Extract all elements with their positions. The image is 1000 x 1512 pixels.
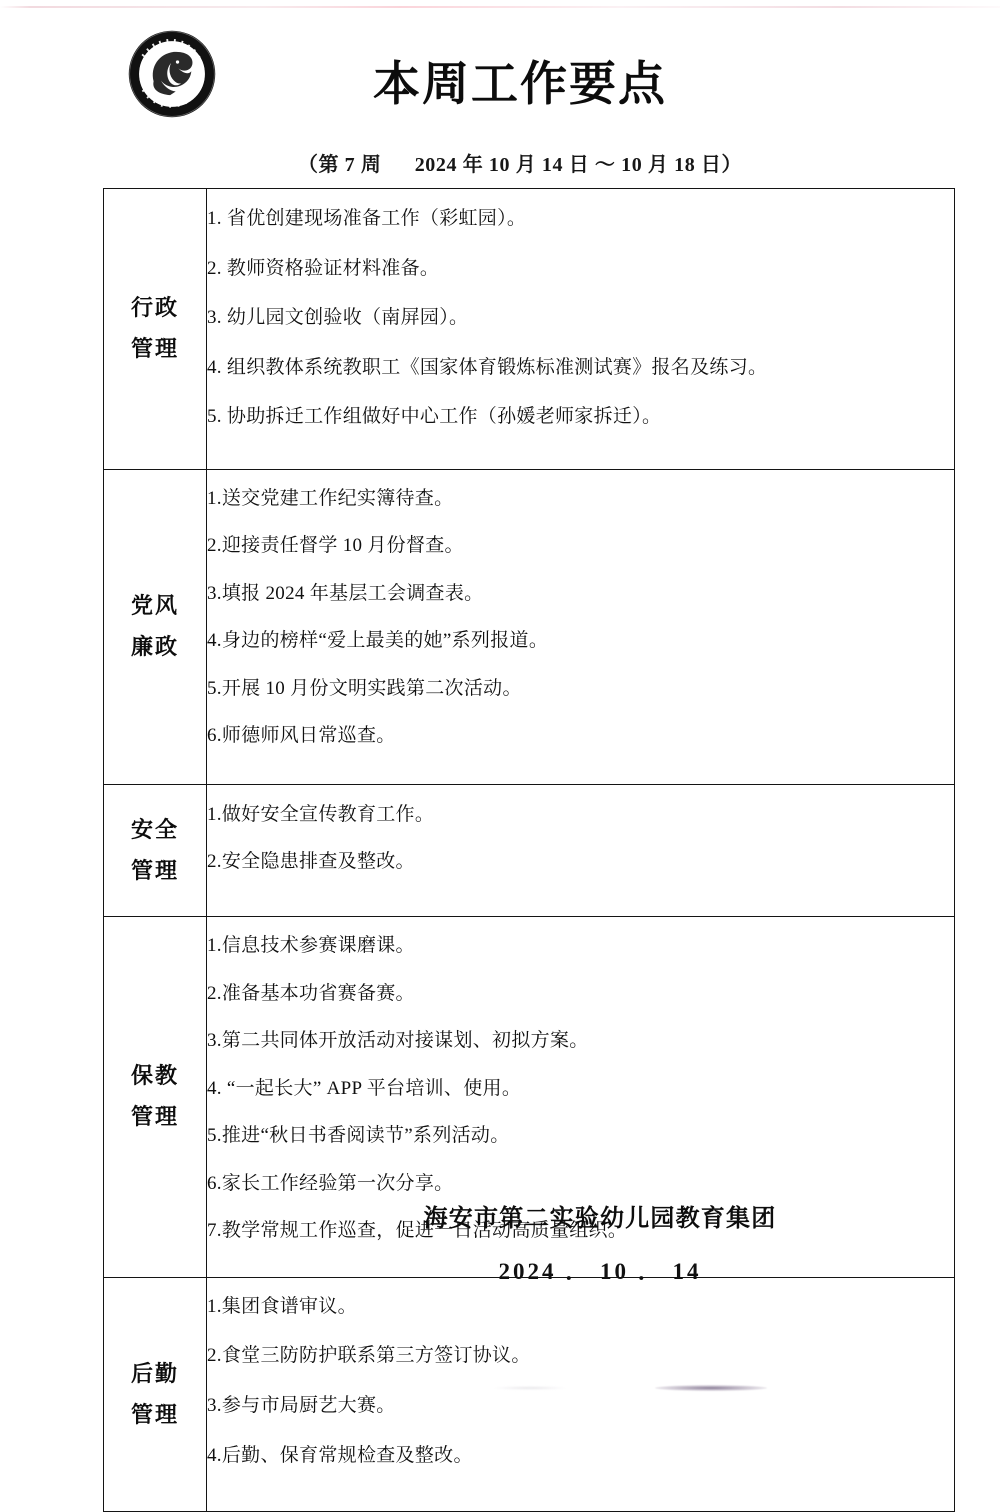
category-label-line: 管理 [130, 335, 179, 361]
category-cell-admin [104, 189, 207, 470]
category-cell-safety [104, 785, 207, 917]
work-item: 6.师德师风日常巡查。 [207, 725, 396, 747]
work-item: 2. 教师资格验证材料准备。 [207, 257, 440, 279]
work-item: 1.信息技术参赛课磨课。 [207, 935, 415, 957]
work-item: 1.集团食谱审议。 [207, 1295, 357, 1317]
scan-artifact-smudge [655, 1385, 767, 1391]
category-label-line: 安全 [130, 816, 179, 842]
items-cell-safety [207, 785, 955, 917]
category-label-line: 管理 [130, 1401, 179, 1427]
phoenix-seal-logo [126, 28, 218, 120]
footer-organization: 海安市第二实验幼儿园教育集团 [423, 1206, 777, 1232]
category-label-line: 管理 [130, 857, 179, 883]
table-row [104, 1277, 955, 1511]
work-item: 4.后勤、保育常规检查及整改。 [207, 1444, 473, 1466]
page-subtitle [150, 148, 890, 177]
work-item: 2.迎接责任督学 10 月份督查。 [207, 535, 464, 557]
work-item: 3.填报 2024 年基层工会调查表。 [207, 582, 484, 604]
work-item: 6.家长工作经验第一次分享。 [207, 1172, 454, 1194]
work-item: 5.开展 10 月份文明实践第二次活动。 [207, 677, 522, 699]
work-item: 4. “一起长大” APP 平台培训、使用。 [207, 1077, 522, 1099]
category-cell-party [104, 469, 207, 784]
category-label-line: 后勤 [130, 1360, 179, 1386]
work-item: 1.做好安全宣传教育工作。 [207, 804, 435, 826]
scan-artifact-top-line [0, 6, 1000, 8]
category-label-line: 行政 [130, 295, 179, 321]
subtitle-dates: 2024 年 10 月 14 日 ～ 10 月 18 日） [414, 154, 743, 176]
work-item: 4.身边的榜样“爱上最美的她”系列报道。 [207, 630, 549, 652]
items-cell-admin [207, 189, 955, 470]
page-title: 本周工作要点 [373, 59, 667, 111]
items-cell-party [207, 469, 955, 784]
work-item: 4. 组织教体系统教职工《国家体育锻炼标准测试赛》报名及练习。 [207, 356, 768, 378]
table-row [104, 469, 955, 784]
work-item: 5. 协助拆迁工作组做好中心工作（孙媛老师家拆迁）。 [207, 406, 662, 428]
category-cell-logistics [104, 1277, 207, 1511]
work-item: 7.教学常规工作巡查，促进一日活动高质量组织。 [207, 1220, 628, 1242]
items-cell-logistics [207, 1277, 955, 1511]
work-item: 3. 幼儿园文创验收（南屏园）。 [207, 307, 469, 329]
category-cell-teaching [104, 917, 207, 1278]
category-label-line: 党风 [130, 593, 179, 619]
work-item: 2.食堂三防防护联系第三方签订协议。 [207, 1345, 531, 1367]
footer-date: 2024 ． 10 ． 14 [498, 1259, 702, 1284]
category-label-line: 廉政 [130, 633, 179, 659]
scan-artifact-smudge-light [495, 1386, 565, 1390]
work-item: 5.推进“秋日书香阅读节”系列活动。 [207, 1125, 510, 1147]
work-item: 2.安全隐患排查及整改。 [207, 850, 415, 872]
document-footer [320, 1198, 880, 1286]
table-body [104, 189, 955, 1512]
category-label-line: 管理 [130, 1104, 179, 1130]
work-item: 1.送交党建工作纪实簿待查。 [207, 487, 454, 509]
work-item: 3.参与市局厨艺大赛。 [207, 1395, 396, 1417]
subtitle-week: （第 7 周 [297, 154, 382, 176]
table-row [104, 785, 955, 917]
work-item: 2.准备基本功省赛备赛。 [207, 982, 415, 1004]
weekly-work-table [103, 188, 955, 1512]
work-item: 1. 省优创建现场准备工作（彩虹园）。 [207, 208, 527, 229]
work-item: 3.第二共同体开放活动对接谋划、初拟方案。 [207, 1030, 589, 1052]
table-row [104, 189, 955, 470]
category-label-line: 保教 [130, 1063, 179, 1089]
